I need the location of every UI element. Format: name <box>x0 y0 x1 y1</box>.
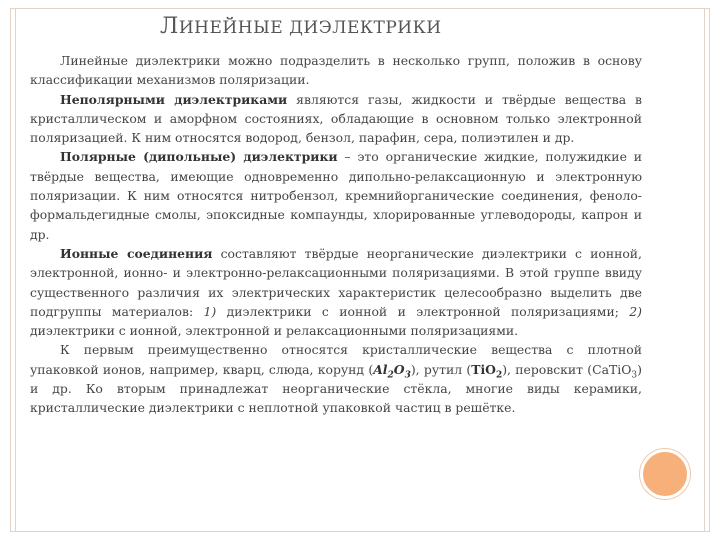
formula-rutile: TiO$_2$ <box>471 361 503 381</box>
term-nonpolar: Неполярными диэлектриками <box>60 91 288 107</box>
term-polar: Полярные (дипольные) диэлектрики <box>60 149 338 165</box>
paragraph-text: – это органические жидкие, полужидкие и твёрдые вещества, имеющие одновременно дипольно-релаксационную и электронную поляризации. К ним относятся нитробензол, кремнийорганические соединения, феноло-формальдегидные смолы, эпоксидные компаунды, хлорированные углеводороды, капрон и др. <box>30 149 642 242</box>
list-marker-2: 2) <box>629 303 642 319</box>
term-ionic: Ионные соединения <box>60 245 213 261</box>
formula-perovskite: CaTiO$_3$ <box>592 361 638 381</box>
decorative-circle <box>640 449 690 499</box>
paragraph-text: составляют твёрдые неорганические диэлектрики с ионной, электронной, ионно- и электронно-релаксационными поляризациями. В этой группе ввиду существенного различия их электрических характеристик целесообразно выделить две подгруппы материалов: <box>30 245 642 319</box>
frame-line-right-inner <box>704 8 705 532</box>
frame-line-left-inner <box>15 8 16 532</box>
slide-title <box>160 14 442 39</box>
paragraph-nonpolar <box>30 90 642 148</box>
paragraph-ionic <box>30 244 642 340</box>
paragraph-text: являются газы, жидкости и твёрдые вещества в кристаллическом и аморфном состояниях, обладающие в основном только электронной поляризацией. К ним относятся водород, бензол, парафин, сера, полиэтилен и др. <box>30 91 642 146</box>
paragraph-text: ), рутил ( <box>410 361 472 377</box>
paragraph-text: Линейные диэлектрики можно подразделить в несколько групп, положив в основу классификации механизмов поляризации. <box>30 53 642 88</box>
title-rest: ИНЕЙНЫЕ ДИЭЛЕКТРИКИ <box>178 18 442 38</box>
paragraph-polar <box>30 147 642 243</box>
list-marker-1: 1) <box>203 303 217 319</box>
paragraph-intro <box>30 51 642 90</box>
slide-body <box>30 51 642 418</box>
title-first-letter: Л <box>160 14 179 39</box>
paragraph-text: ), перовскит ( <box>502 361 593 377</box>
paragraph-text: диэлектрики с ионной и электронной поляризациями; <box>216 303 630 319</box>
formula-corundum: $Al_2O_3$ <box>373 361 411 381</box>
paragraph-text: диэлектрики с ионной, электронной и релаксационными поляризациями. <box>30 323 519 339</box>
paragraph-text: К первым преимущественно относятся кристаллические вещества с плотной упаковкой ионов, например, кварц, слюда, корунд ( <box>30 342 642 377</box>
paragraph-examples <box>30 340 642 417</box>
paragraph-text: ) и др. Ко вторым принадлежат неорганические стёкла, многие виды керамики, кристаллические диэлектрики с неплотной упаковкой частиц в решётке. <box>30 361 642 416</box>
